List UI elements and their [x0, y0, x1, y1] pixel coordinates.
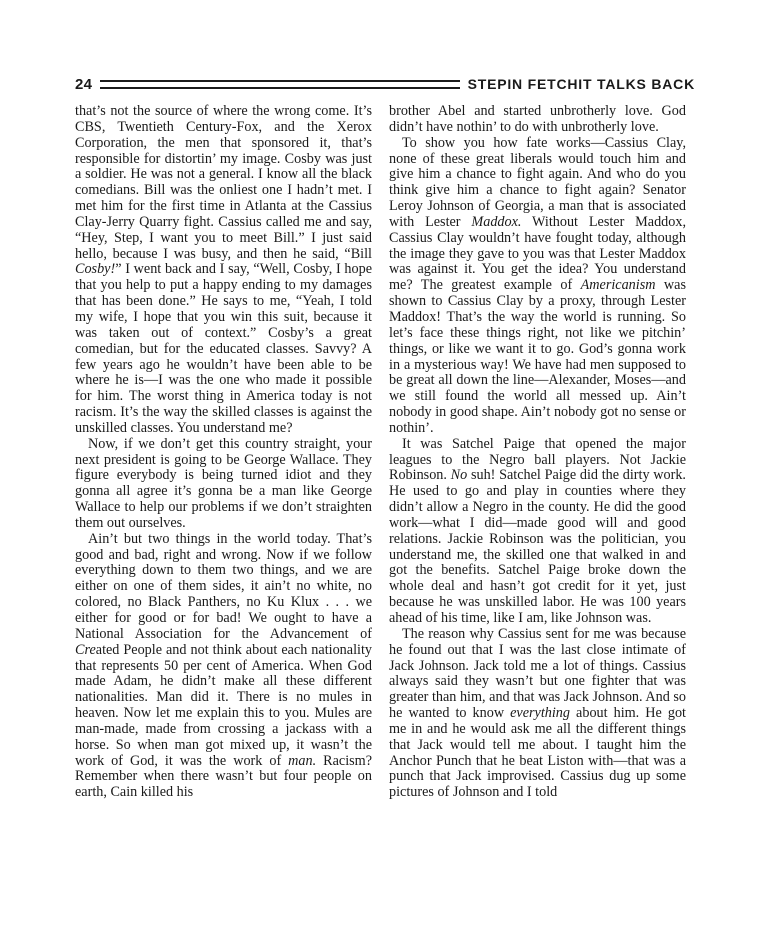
paragraph	[75, 532, 372, 801]
italic-text: Maddox.	[471, 213, 522, 230]
paragraph	[75, 104, 372, 437]
text-run: about him. He got me in and he would ask me all the different things that Jack would tell me about. I taught him the Anchor Punch that he beat Liston with—that was a punch that Jack improvised. Cassius dug up some pictures of Johnson and I told	[389, 705, 686, 801]
running-head: STEPIN FETCHIT TALKS BACK	[467, 76, 695, 92]
left-column	[75, 104, 372, 801]
text-run: suh! Satchel Paige did the dirty work. He used to go and play in counties where they didn’t allow a Negro in the county. He did the good work—what I did—made good will and good relations. Jackie Robinson was the politician, you understand me, the skilled one that walked in and got the benefits. Satchel Paige broke down the whole deal and hasn’t got credit for it yet, just because he was unskilled labor. He was 100 years ahead of his time, like I am, like Johnson was.	[389, 467, 686, 626]
paragraph	[389, 627, 686, 801]
text-run: ated People and not think about each nationality that represents 50 per cent of America. When God made Adam, he didn’t make all these different nationalities. Man did it. There is no mules in heaven. Now let me explain this to you. Mules are man-made, made from crossing a jackass with a horse. So when man got mixed up, it wasn’t the work of God, it was the work of	[75, 641, 372, 769]
italic-text: everything	[510, 705, 570, 722]
text-run: brother Abel and started unbrotherly love. God didn’t have nothin’ to do with unbrotherly love.	[389, 103, 686, 135]
page-header	[75, 72, 695, 96]
italic-text: Americanism	[580, 277, 656, 294]
text-run: To show you how fate works—Cassius Clay, none of these great liberals would touch him and give him a chance to fight again. And who do you think give him a chance to fight again? Senator Leroy Johnson of Georgia, a man that is associated with Lester	[389, 134, 686, 230]
header-double-rule	[100, 80, 459, 89]
right-column	[389, 104, 686, 801]
italic-text: Cosby!	[75, 261, 116, 278]
text-run: It was Satchel Paige that opened the major leagues to the Negro ball players. Not Jackie Robinson.	[389, 435, 686, 484]
italic-text: Cre	[75, 641, 96, 658]
paragraph	[389, 136, 686, 437]
text-run: ” I went back and I say, “Well, Cosby, I hope that you help to put a happy ending to my damages that has been done.” He says to me, “Yeah, I told my wife, I hope that you win this suit, because it was taken out of context.” Cosby’s a great comedian, but for the educated classes. Savvy? A few years ago he wouldn’t have been able to be where he is—I was the one who made it possible for him. The worst thing in America today is not racism. It’s the way the skilled classes is against the unskilled classes. You understand me?	[75, 261, 372, 436]
text-run: was shown to Cassius Clay by a proxy, through Lester Maddox! That’s the way the world is running. So let’s face these things right, not like we pitchin’ things, or like we want it to go. God’s gonna work in a mysterious way! We have had men supposed to be great all down the line—Alexander, Moses—and we still found the world all messed up. Ain’t nobody in good shape. Ain’t nobody got no sense or nothin’.	[389, 277, 686, 436]
text-run: The reason why Cassius sent for me was because he found out that I was the last close intimate of Jack Johnson. Jack told me a lot of things. Cassius always said they wasn’t but one fighter that was greater than him, and that was Jack Johnson. And so he wanted to know	[389, 625, 686, 722]
paragraph	[389, 104, 686, 136]
paragraph	[389, 437, 686, 627]
text-run: Racism? Remember when there wasn’t but four people on earth, Cain killed his	[75, 752, 373, 801]
page-number: 24	[75, 75, 93, 93]
text-run: Now, if we don’t get this country straight, your next president is going to be George Wallace. They figure everybody is being turned idiot and they gonna all agree it’s gonna be a man like George Wallace to help our problems if we don’t straighten them out ourselves.	[75, 435, 372, 531]
italic-text: man.	[288, 752, 317, 769]
text-run: Ain’t but two things in the world today. That’s good and bad, right and wrong. Now if we follow everything down to them two things, and we are either on one of them sides, it ain’t no white, no colored, no Black Panthers, no Ku Klux . . . we either for good or for bad! We ought to have a National Association for the Advancement of	[75, 530, 372, 642]
text-run: that’s not the source of where the wrong come. It’s CBS, Twentieth Century-Fox, and the Xerox Corporation, the men that sponsored it, that’s responsible for distortin’ my image. Cosby was just a soldier. He was not a general. I know all the black comedians. Bill was the onliest one I hadn’t met. I met him for the first time in Atlanta at the Cassius Clay-Jerry Quarry fight. Cassius called me and say, “Hey, Step, I want you to meet Bill.” I just said hello, because I was busy, and then he said, “Bill	[75, 103, 372, 262]
text-run: Without Lester Maddox, Cassius Clay wouldn’t have fought today, although the image they gave to you was that Lester Maddox was against it. You get the idea? You understand me? The greatest example of	[389, 213, 686, 294]
italic-text: No	[450, 467, 468, 484]
paragraph	[75, 437, 372, 532]
